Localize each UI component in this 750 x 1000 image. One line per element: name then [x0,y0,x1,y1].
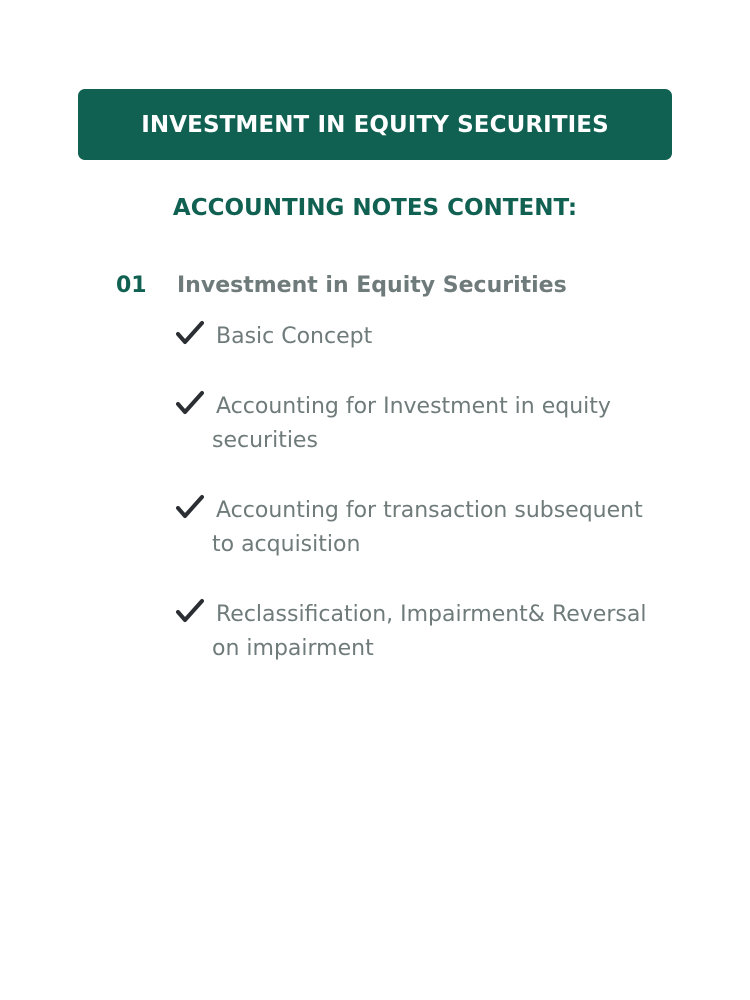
check-icon [176,494,204,520]
check-icon [176,390,204,416]
list-item-text: Accounting for transaction subsequent to acquisition [212,498,643,557]
list-item-text: Reclassification, Impairment& Reversal on impairment [212,602,647,661]
title-banner [78,89,672,160]
list-item-text: Basic Concept [216,324,373,349]
page-title: INVESTMENT IN EQUITY SECURITIES [141,111,609,138]
section-title: Investment in Equity Securities [177,273,567,298]
subtitle: ACCOUNTING NOTES CONTENT: [172,195,578,221]
section-number: 01 [116,273,147,298]
check-icon [176,598,204,624]
list-item-text: Accounting for Investment in equity securities [212,394,611,453]
check-icon [176,320,204,346]
